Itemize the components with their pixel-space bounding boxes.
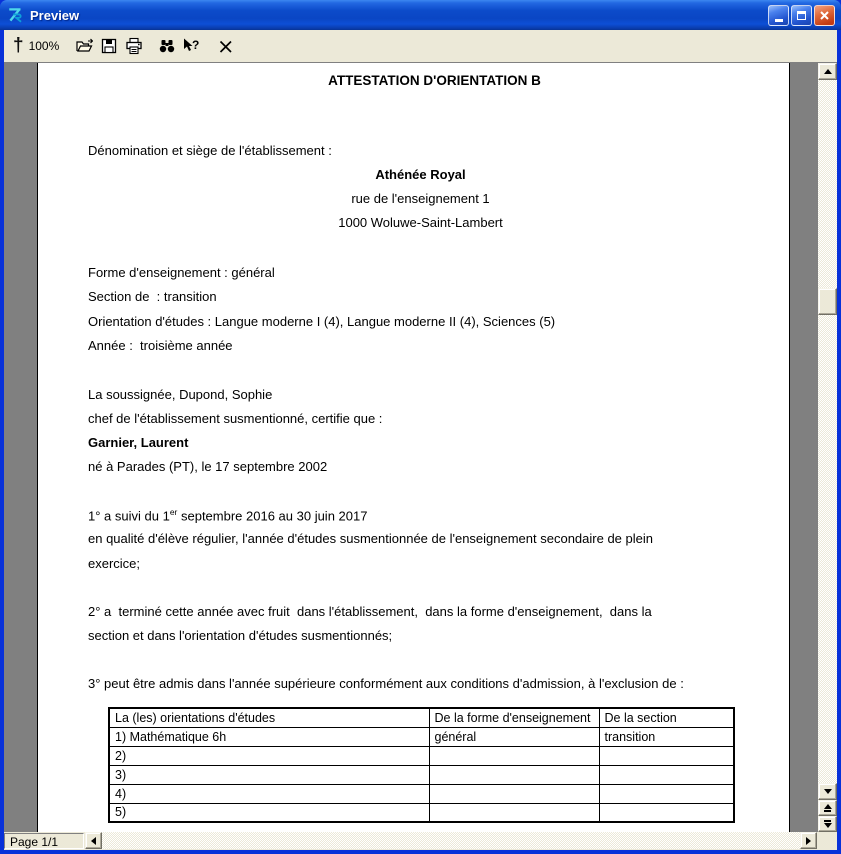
next-page-button[interactable] [818, 816, 837, 832]
window-title: Preview [30, 7, 80, 23]
doc-title: ATTESTATION D'ORIENTATION B [328, 73, 541, 88]
doc-line-establishment-name: Athénée Royal [375, 167, 466, 182]
doc-line: Section de : transition [88, 289, 217, 304]
table-row [109, 803, 734, 822]
table-header-cell: De la forme d'enseignement [429, 708, 599, 727]
table-cell [429, 765, 599, 784]
close-preview-button[interactable] [217, 34, 235, 58]
doc-line: 2° a terminé cette année avec fruit dans l'établissement, dans la forme d'enseignement, dans la [88, 604, 652, 619]
table-row [109, 765, 734, 784]
save-button[interactable] [100, 34, 118, 58]
horizontal-scrollbar-track[interactable] [85, 832, 817, 849]
table-cell: 1) Mathématique 6h [109, 727, 429, 746]
toolbar [4, 30, 837, 63]
status-bar [4, 832, 837, 850]
scroll-right-button[interactable] [800, 832, 817, 849]
zoom-tool-button[interactable] [13, 34, 24, 58]
doc-line: Orientation d'études : Langue moderne I (4), Langue moderne II (4), Sciences (5) [88, 314, 556, 329]
context-help-button[interactable] [182, 34, 200, 58]
minimize-icon [775, 19, 783, 22]
svg-text:?: ? [192, 38, 200, 52]
maximize-icon [797, 11, 806, 20]
next-page-icon [824, 820, 832, 828]
scroll-down-button[interactable] [818, 783, 837, 800]
document-viewport[interactable] [4, 63, 818, 832]
minimize-button[interactable] [768, 5, 789, 26]
table-cell: 2) [109, 746, 429, 765]
table-cell [429, 784, 599, 803]
doc-line: 1000 Woluwe-Saint-Lambert [338, 215, 503, 230]
window-border-right [837, 30, 841, 854]
context-help-icon [182, 37, 200, 55]
table-cell: 3) [109, 765, 429, 784]
find-binoculars-icon [158, 37, 176, 55]
table-cell: 4) [109, 784, 429, 803]
close-button[interactable] [814, 5, 835, 26]
doc-line: rue de l'enseignement 1 [351, 191, 490, 206]
doc-line: chef de l'établissement susmentionné, certifie que : [88, 411, 383, 426]
close-x-icon [217, 37, 235, 55]
vertical-scrollbar-track[interactable] [818, 63, 837, 832]
open-button[interactable] [75, 34, 93, 58]
table-cell: 5) [109, 803, 429, 822]
window-border-left [0, 30, 4, 854]
doc-line: Dénomination et siège de l'établissement : [88, 143, 332, 158]
table-cell [599, 746, 734, 765]
window-border-bottom [0, 850, 841, 854]
table-header-cell: La (les) orientations d'études [109, 708, 429, 727]
vertical-scrollbar[interactable] [818, 63, 837, 832]
document-page [37, 63, 790, 832]
doc-line: 3° peut être admis dans l'année supérieure conformément aux conditions d'admission, à l'exclusion de : [88, 676, 684, 691]
right-arrow-icon [806, 837, 811, 845]
print-icon [125, 37, 143, 55]
orientations-table [108, 707, 735, 823]
print-button[interactable] [125, 34, 143, 58]
left-arrow-icon [91, 837, 96, 845]
find-button[interactable] [158, 34, 176, 58]
table-cell [429, 746, 599, 765]
table-cell [599, 765, 734, 784]
scroll-left-button[interactable] [85, 832, 102, 849]
doc-line: section et dans l'orientation d'études susmentionnés; [88, 628, 393, 643]
vertical-scrollbar-thumb[interactable] [818, 288, 837, 315]
doc-line-superscript: er [169, 507, 178, 517]
open-folder-icon [75, 37, 93, 55]
table-row [109, 784, 734, 803]
previous-page-button[interactable] [818, 800, 837, 816]
doc-line: né à Parades (PT), le 17 septembre 2002 [88, 459, 328, 474]
zoom-tool-icon: † [13, 35, 24, 56]
doc-line: Année : troisième année [88, 338, 233, 353]
page-indicator: Page 1/1 [4, 833, 84, 849]
table-cell: transition [599, 727, 734, 746]
maximize-button[interactable] [791, 5, 812, 26]
up-arrow-icon [824, 69, 832, 74]
table-header-cell: De la section [599, 708, 734, 727]
save-icon [100, 37, 118, 55]
close-icon [819, 10, 830, 21]
table-cell: général [429, 727, 599, 746]
doc-line-part: 1° a suivi du 1 [88, 508, 170, 524]
scroll-up-button[interactable] [818, 63, 837, 80]
app-logo-icon [7, 6, 25, 24]
titlebar[interactable] [0, 0, 841, 30]
down-arrow-icon [824, 789, 832, 794]
doc-line: Forme d'enseignement : général [88, 265, 275, 280]
doc-line [88, 507, 367, 524]
table-cell [599, 803, 734, 822]
doc-line: en qualité d'élève régulier, l'année d'études susmentionnée de l'enseignement secondaire de plein [88, 531, 653, 546]
doc-line: exercice; [88, 556, 141, 571]
doc-line: La soussignée, Dupond, Sophie [88, 387, 273, 402]
table-header-row [109, 708, 734, 727]
doc-line-student-name: Garnier, Laurent [88, 435, 189, 450]
table-row [109, 727, 734, 746]
table-row [109, 746, 734, 765]
zoom-level-label: 100% [28, 39, 60, 53]
doc-line-part: septembre 2016 au 30 juin 2017 [177, 508, 368, 524]
table-cell [599, 784, 734, 803]
previous-page-icon [824, 804, 832, 812]
table-cell [429, 803, 599, 822]
